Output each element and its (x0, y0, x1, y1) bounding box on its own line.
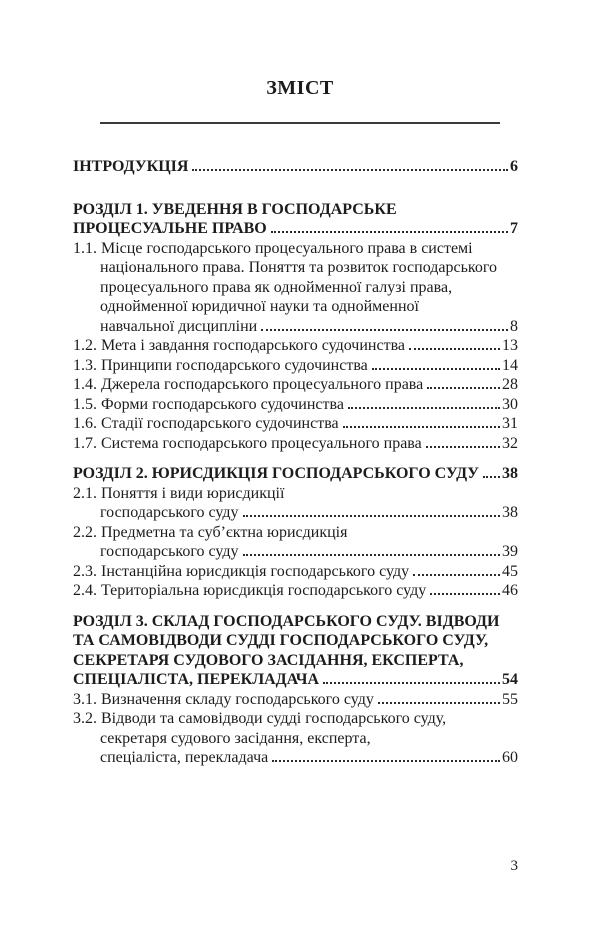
toc-page-number: 55 (502, 690, 518, 708)
toc-line (73, 562, 518, 582)
dot-leader (427, 387, 500, 389)
toc-entry-text: 1.5. Форми господарського судочинства (73, 395, 344, 413)
toc-page-number: 46 (502, 582, 518, 599)
toc-entry-text: 1.4. Джерела господарського процесуального права (73, 376, 424, 393)
footer-page-number: 3 (510, 858, 518, 874)
toc-page-number: 31 (502, 415, 518, 432)
toc-line (73, 200, 518, 220)
toc-page-number: 39 (502, 543, 518, 560)
toc-line (73, 523, 518, 543)
toc-line (73, 219, 518, 239)
toc-entry-text: 1.1. Місце господарського процесуального права в системі (73, 239, 473, 257)
toc-entry-text: національного права. Поняття та розвиток господарського (100, 259, 498, 276)
dot-leader (372, 368, 500, 370)
toc-line (73, 258, 518, 278)
toc-entry-text: господарського суду (100, 504, 239, 521)
dot-leader (192, 169, 508, 171)
toc-entry-text: 1.6. Стадії господарського судочинства (73, 415, 339, 432)
toc-page-number: 38 (502, 465, 518, 482)
toc-entry-text: 1.7. Система господарського процесуального права (73, 434, 422, 452)
toc-page-number: 54 (502, 671, 518, 688)
toc-page-number: 7 (510, 220, 518, 237)
toc-line (73, 356, 518, 376)
toc-line (73, 612, 518, 632)
toc-line (73, 375, 518, 395)
toc-entry-text: 3.1. Визначення складу господарського суду (73, 690, 374, 708)
toc-line (73, 651, 518, 671)
toc-entry-text: ПРОЦЕСУАЛЬНЕ ПРАВО (73, 220, 267, 237)
toc-line (73, 278, 518, 298)
page-title: ЗМІСТ (266, 77, 334, 99)
toc-page-number: 30 (502, 395, 518, 413)
toc-entry-text: РОЗДІЛ 1. УВЕДЕННЯ В ГОСПОДАРСЬКЕ (73, 200, 397, 218)
dot-leader (243, 554, 500, 556)
toc-line (73, 631, 518, 651)
dot-leader (323, 682, 500, 684)
toc-entry-text: СЕКРЕТАРЯ СУДОВОГО ЗАСІДАННЯ, ЕКСПЕРТА, (73, 651, 464, 669)
toc-line (73, 297, 518, 317)
toc-page-number: 6 (510, 158, 518, 175)
toc-entry-text: РОЗДІЛ 3. СКЛАД ГОСПОДАРСЬКОГО СУДУ. ВІДВОДИ (73, 612, 500, 630)
toc-list (73, 157, 518, 768)
toc-entry-text: ТА САМОВІДВОДИ СУДДІ ГОСПОДАРСЬКОГО СУДУ, (73, 632, 489, 649)
toc-line (73, 709, 518, 729)
toc-entry-text: господарського суду (100, 543, 239, 560)
toc-line (73, 434, 518, 454)
toc-line (73, 670, 518, 690)
dot-leader (378, 702, 500, 704)
toc-line (73, 690, 518, 710)
dot-leader (243, 515, 500, 517)
toc-entry-text: 3.2. Відводи та самовідводи судді господарського суду, (73, 710, 447, 727)
dot-leader (343, 426, 500, 428)
toc-entry-text: 2.2. Предметна та суб’єктна юрисдикція (73, 523, 348, 541)
dot-leader (430, 593, 500, 595)
toc-line (73, 157, 518, 177)
toc-entry-text: 1.2. Мета і завдання господарського судочинства (73, 337, 406, 354)
toc-entry-text: секретаря судового засідання, експерта, (100, 729, 371, 747)
toc-entry-text: спеціаліста, перекладача (100, 749, 269, 766)
toc-entry-text: однойменної юридичної науки та однойменної (100, 298, 419, 315)
toc-line (73, 336, 518, 356)
toc-page-number: 8 (510, 317, 518, 335)
toc-line (73, 484, 518, 504)
toc-page-number: 28 (502, 376, 518, 393)
toc-line (73, 729, 518, 749)
dot-leader (271, 231, 508, 233)
toc-line (73, 317, 518, 337)
toc-entry-text: 2.1. Поняття і види юрисдикції (73, 484, 285, 502)
dot-leader (261, 329, 508, 331)
toc-line (73, 239, 518, 259)
toc-entry-text: процесуального права як однойменної галузі права, (100, 278, 453, 296)
dot-leader (348, 407, 500, 409)
toc-entry-text: РОЗДІЛ 2. ЮРИСДИКЦІЯ ГОСПОДАРСЬКОГО СУДУ (73, 465, 480, 482)
toc-page-number: 60 (502, 749, 518, 766)
toc-page-number: 32 (502, 434, 518, 452)
dot-leader (413, 574, 500, 576)
toc-page-number: 38 (502, 504, 518, 521)
toc-entry-text: 1.3. Принципи господарського судочинства (73, 356, 368, 374)
toc-line (73, 464, 518, 484)
toc-page-number: 13 (502, 337, 518, 354)
toc-line (73, 542, 518, 562)
toc-line (73, 414, 518, 434)
dot-leader (483, 476, 500, 478)
dot-leader (409, 348, 500, 350)
toc-line (73, 503, 518, 523)
toc-page-number: 14 (502, 356, 518, 374)
toc-entry-text: 2.4. Територіальна юрисдикція господарського суду (73, 582, 427, 599)
toc-line (73, 395, 518, 415)
toc-entry-text: ІНТРОДУКЦІЯ (73, 158, 189, 175)
toc-entry-text: 2.3. Інстанційна юрисдикція господарського суду (73, 562, 410, 580)
dot-leader (272, 760, 500, 762)
toc-line (73, 748, 518, 768)
toc-line (73, 581, 518, 601)
toc-entry-text: навчальної дисципліни (100, 317, 258, 335)
divider-rule (100, 122, 500, 124)
dot-leader (426, 446, 500, 448)
toc-page-number: 45 (502, 562, 518, 580)
toc-entry-text: СПЕЦІАЛІСТА, ПЕРЕКЛАДАЧА (73, 671, 320, 688)
